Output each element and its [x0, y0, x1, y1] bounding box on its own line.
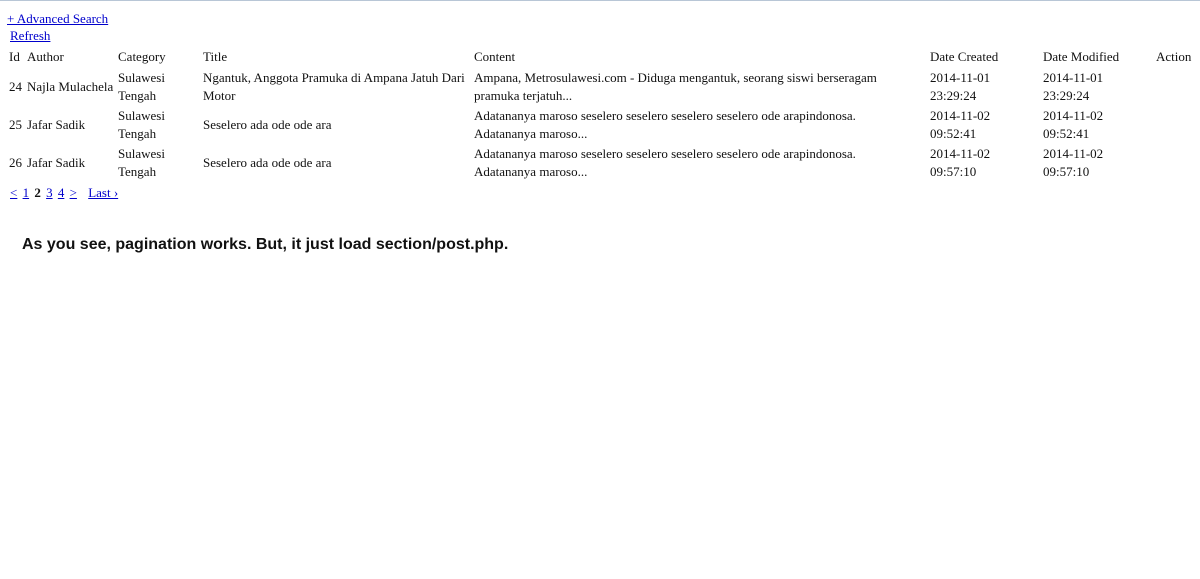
cell-category: Sulawesi Tengah	[118, 146, 165, 179]
content-line: Ampana, Metrosulawesi.com - Diduga mengantuk, seorang siswi berseragam	[474, 70, 877, 85]
date-value: 2014-11-02	[1043, 146, 1104, 161]
pagination-next-link[interactable]: >	[69, 185, 77, 200]
content-line: Adatananya maroso seselero seselero seselero seselero ode arapindonosa.	[474, 146, 856, 161]
cell-id: 24	[9, 79, 22, 94]
pagination-current-page: 2	[34, 185, 41, 200]
cell-action	[1152, 107, 1197, 145]
date-value: 2014-11-02	[1043, 108, 1104, 123]
cell-author: Najla Mulachela	[27, 79, 114, 94]
header-date-modified: Date Modified	[1043, 49, 1120, 64]
time-value: 23:29:24	[930, 88, 977, 103]
time-value: 09:52:41	[930, 126, 977, 141]
cell-category: Sulawesi Tengah	[118, 70, 165, 103]
time-value: 09:57:10	[1043, 164, 1090, 179]
time-value: 09:57:10	[930, 164, 977, 179]
header-content: Content	[474, 49, 516, 64]
pagination-prev-link[interactable]: <	[10, 185, 18, 200]
content-line: pramuka terjatuh...	[474, 88, 573, 103]
cell-title: Ngantuk, Anggota Pramuka di Ampana Jatuh Dari Motor	[203, 70, 465, 103]
cell-date-created	[926, 69, 1039, 107]
date-value: 2014-11-02	[930, 108, 991, 123]
pagination	[10, 184, 120, 202]
refresh-link[interactable]: Refresh	[10, 28, 51, 43]
cell-author: Jafar Sadik	[27, 155, 86, 170]
cell-content	[470, 107, 926, 145]
cell-date-created	[926, 107, 1039, 145]
cell-date-modified	[1039, 145, 1152, 183]
table-row	[5, 145, 1197, 183]
annotation-note: As you see, pagination works. But, it just load section/post.php.	[22, 236, 509, 253]
pagination-page-4[interactable]: 4	[57, 185, 65, 200]
posts-table	[5, 47, 1197, 183]
table-row	[5, 69, 1197, 107]
header-category: Category	[118, 49, 166, 64]
date-value: 2014-11-01	[930, 70, 991, 85]
header-date-created: Date Created	[930, 49, 999, 64]
advanced-search-link[interactable]: + Advanced Search	[7, 11, 109, 26]
top-links	[7, 10, 108, 44]
cell-author: Jafar Sadik	[27, 117, 86, 132]
content-line: Adatananya maroso...	[474, 164, 588, 179]
table-header-row	[5, 47, 1197, 69]
cell-content	[470, 69, 926, 107]
cell-date-created	[926, 145, 1039, 183]
cell-id: 26	[9, 155, 22, 170]
time-value: 09:52:41	[1043, 126, 1090, 141]
time-value: 23:29:24	[1043, 88, 1090, 103]
content-line: Adatananya maroso...	[474, 126, 588, 141]
cell-id: 25	[9, 117, 22, 132]
pagination-last-link[interactable]: Last ›	[88, 185, 119, 200]
content-line: Adatananya maroso seselero seselero seselero seselero ode arapindonosa.	[474, 108, 856, 123]
cell-date-modified	[1039, 69, 1152, 107]
date-value: 2014-11-01	[1043, 70, 1104, 85]
pagination-page-1[interactable]: 1	[22, 185, 30, 200]
cell-content	[470, 145, 926, 183]
cell-title: Seselero ada ode ode ara	[203, 117, 332, 132]
table-row	[5, 107, 1197, 145]
cell-category: Sulawesi Tengah	[118, 108, 165, 141]
header-action: Action	[1156, 49, 1192, 64]
header-author: Author	[27, 49, 64, 64]
pagination-page-3[interactable]: 3	[46, 185, 53, 200]
date-value: 2014-11-02	[930, 146, 991, 161]
cell-action	[1152, 69, 1197, 107]
cell-action	[1152, 145, 1197, 183]
header-title: Title	[203, 49, 228, 64]
header-id: Id	[9, 49, 20, 64]
cell-title: Seselero ada ode ode ara	[203, 155, 332, 170]
cell-date-modified	[1039, 107, 1152, 145]
